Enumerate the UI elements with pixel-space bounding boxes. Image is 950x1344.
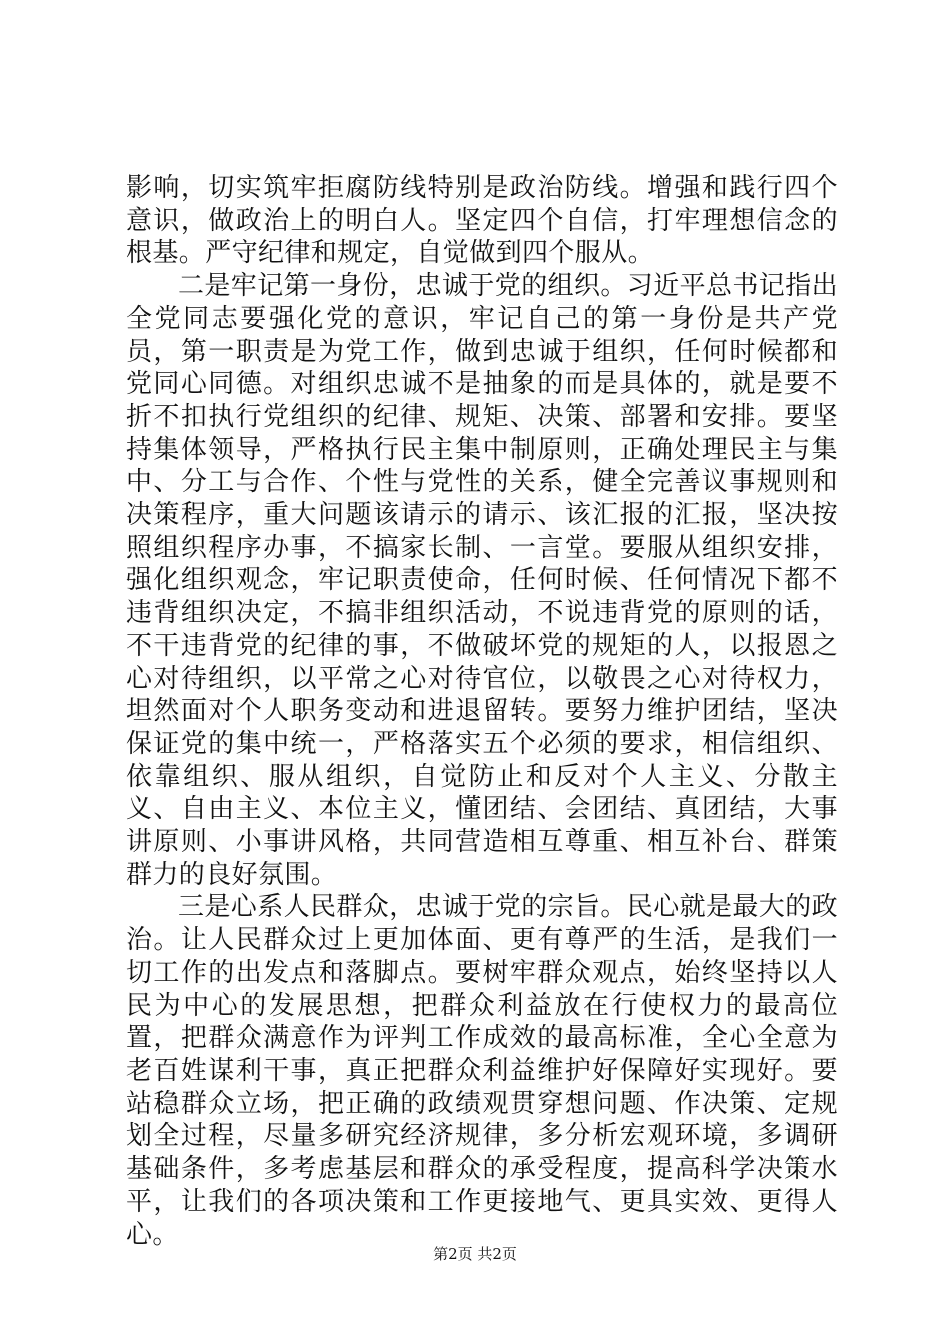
paragraph-party-organization: 二是牢记第一身份，忠诚于党的组织。习近平总书记指出全党同志要强化党的意识，牢记自己的第一身份是共产党员，第一职责是为党工作，做到忠诚于组织，任何时候都和党同心同德。对组织忠诚不是抽象的而是具体的，就是要不折不扣执行党组织的纪律、规矩、决策、部署和安排。要坚持集体领导，严格执行民主集中制原则，正确处理民主与集中、分工与合作、个性与党性的关系，健全完善议事规则和决策程序，重大问题该请示的请示、该汇报的汇报，坚决按照组织程序办事，不搞家长制、一言堂。要服从组织安排，强化组织观念，牢记职责使命，任何时候、任何情况下都不违背组织决定，不搞非组织活动，不说违背党的原则的话，不干违背党的纪律的事，不做破坏党的规矩的人，以报恩之心对待组织，以平常之心对待官位，以敬畏之心对待权力，坦然面对个人职务变动和进退留转。要努力维护团结，坚决保证党的集中统一，严格落实五个必须的要求，相信组织、依靠组织、服从组织，自觉防止和反对个人主义、分散主义、自由主义、本位主义，懂团结、会团结、真团结，大事讲原则、小事讲风格，共同营造相互尊重、相互补台、群策群力的良好氛围。: [126, 271, 839, 890]
page-footer: 第2页 共2页: [433, 1245, 517, 1263]
paragraph-continuation: 影响，切实筑牢拒腐防线特别是政治防线。增强和践行四个意识，做政治上的明白人。坚定四个自信，打牢理想信念的根基。严守纪律和规定，自觉做到四个服从。: [126, 173, 838, 269]
paragraph-people-masses: 三是心系人民群众，忠诚于党的宗旨。民心就是最大的政治。让人民群众过上更加体面、更有尊严的生活，是我们一切工作的出发点和落脚点。要树牢群众观点，始终坚持以人民为中心的发展思想，把群众利益放在行使权力的最高位置，把群众满意作为评判工作成效的最高标准，全心全意为老百姓谋利干事，真正把群众利益维护好保障好实现好。要站稳群众立场，把正确的政绩观贯穿想问题、作决策、定规划全过程，尽量多研究经济规律，多分析宏观环境，多调研基础条件，多考虑基层和群众的承受程度，提高科学决策水平，让我们的各项决策和工作更接地气、更具实效、更得人心。: [126, 892, 839, 1250]
document-body: [126, 172, 838, 1251]
